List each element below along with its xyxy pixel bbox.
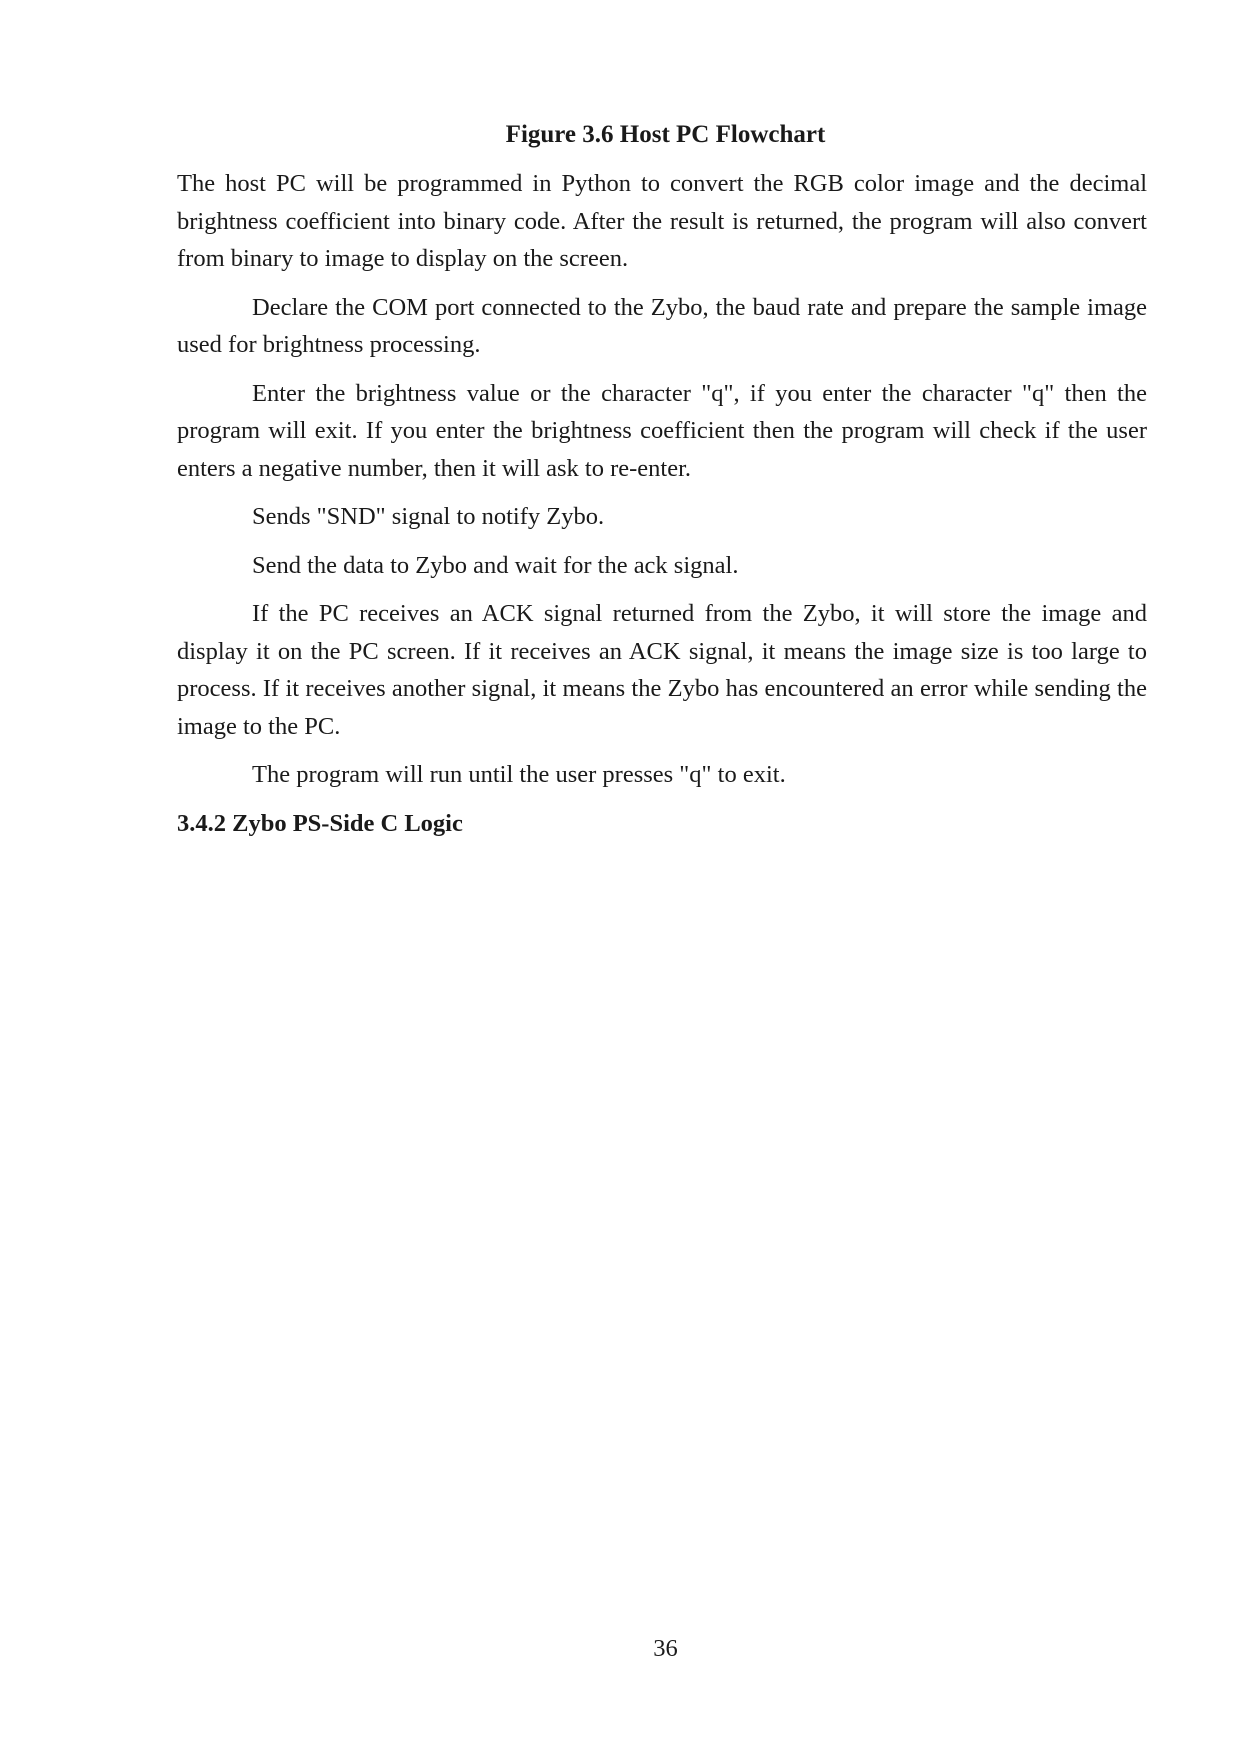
section-heading: 3.4.2 Zybo PS-Side C Logic — [177, 809, 463, 837]
paragraph-7: The program will run until the user presses "q" to exit. — [252, 761, 786, 788]
page-number: 36 — [653, 1635, 678, 1662]
paragraph-2: Declare the COM port connected to the Zybo, the baud rate and prepare the sample image used for brightness processing. — [177, 293, 1147, 358]
paragraph-6: If the PC receives an ACK signal returned from the Zybo, it will store the image and display it on the PC screen. If it receives an ACK signal, it means the image size is too large to process. If it receives another signal, it means the Zybo has encountered an error while sending the image to the PC. — [177, 600, 1147, 740]
figure-caption: Figure 3.6 Host PC Flowchart — [505, 121, 826, 148]
paragraph-1: The host PC will be programmed in Python to convert the RGB color image and the decimal brightness coefficient into binary code. After the result is returned, the program will also convert from binary to image to display on the screen. — [177, 170, 1147, 272]
body-text — [177, 165, 1147, 842]
paragraph-3: Enter the brightness value or the character "q", if you enter the character "q" then the program will exit. If you enter the brightness coefficient then the program will check if the user enters a negative number, then it will ask to re-enter. — [177, 379, 1147, 482]
paragraph-4: Sends "SND" signal to notify Zybo. — [252, 503, 605, 530]
paragraph-5: Send the data to Zybo and wait for the ack signal. — [252, 551, 739, 579]
